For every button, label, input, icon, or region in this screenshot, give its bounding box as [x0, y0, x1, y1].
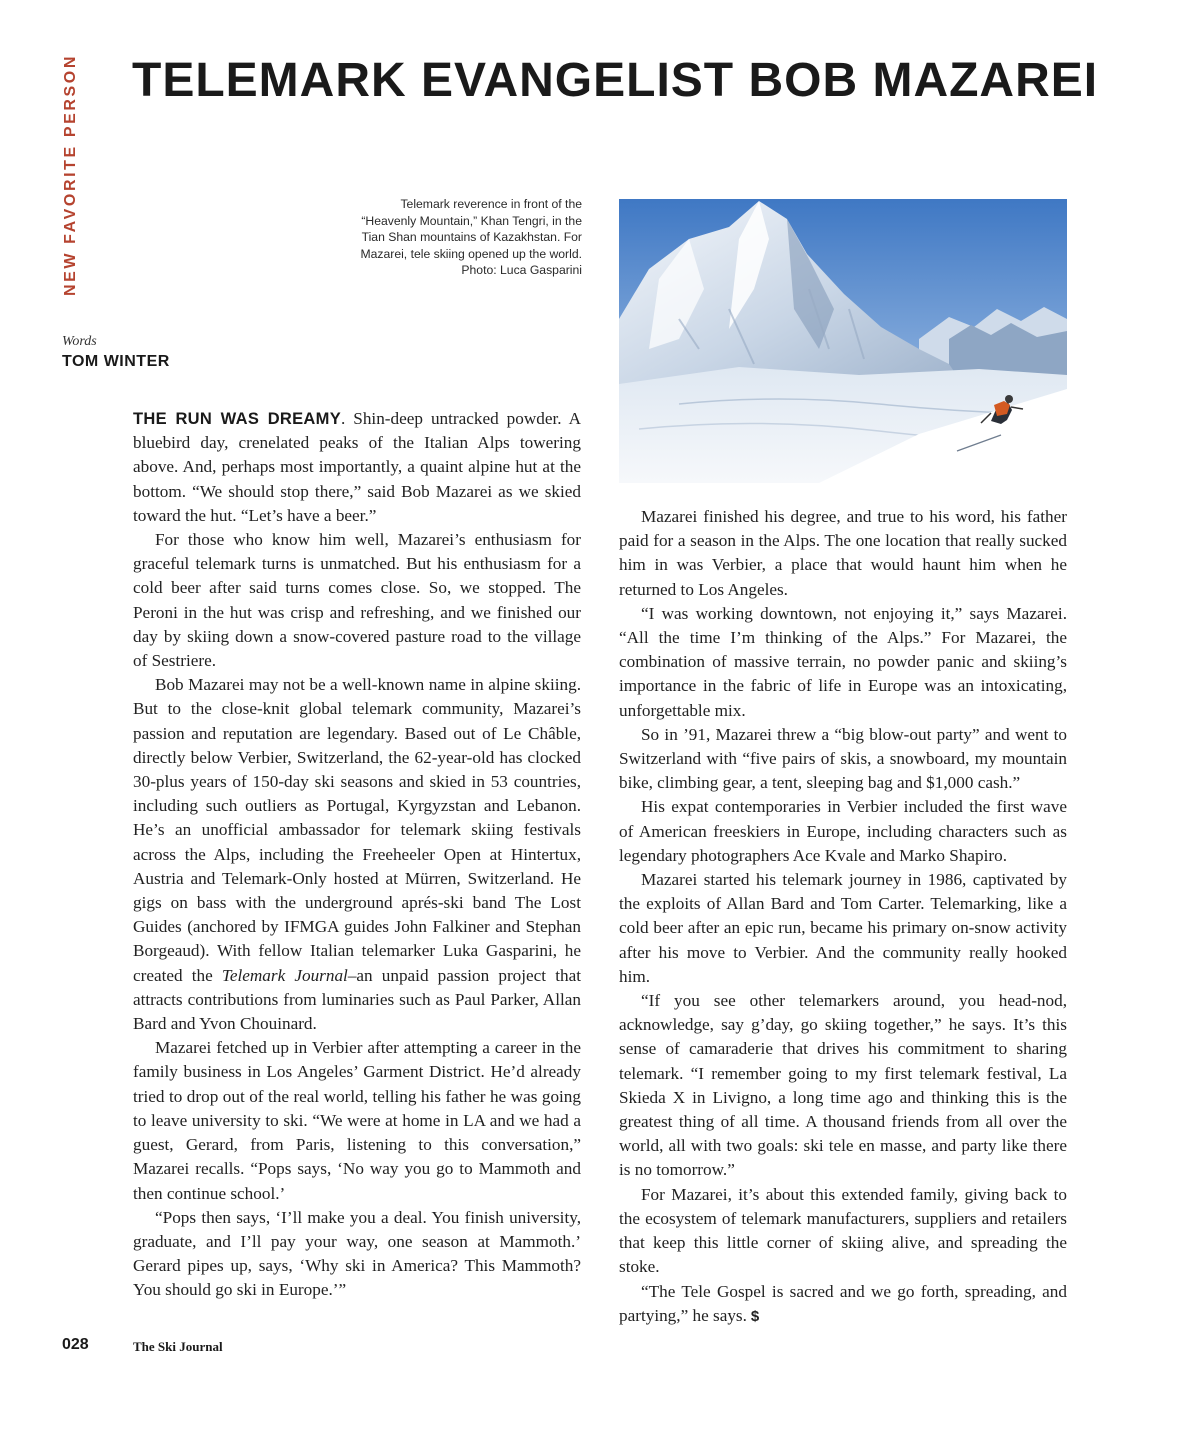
article-paragraph: Mazarei fetched up in Verbier after attempting a career in the family business in Los Angeles’ Garment District. He’d already tried to drop out of the real world, telling his father he was going to leave university to ski. “We were at home in LA and we had a guest, Gerard, from Paris, listening to this conversation,” Mazarei recalls. “Pops says, ‘No way you go to Mammoth and then continue school.’: [133, 1038, 581, 1203]
article-paragraph: [133, 673, 581, 1036]
end-mark-icon: $: [750, 1307, 760, 1325]
byline: [62, 332, 170, 372]
headline: TELEMARK EVANGELIST BOB MAZAREI: [132, 54, 1099, 107]
publication-name: The Ski Journal: [133, 1339, 223, 1354]
section-label-text: NEW FAVORITE PERSON: [62, 53, 79, 296]
mountain-skier-icon: [619, 199, 1067, 483]
article-paragraph: Mazarei finished his degree, and true to his word, his father paid for a season in the Alps. The one location that really sucked him in was Verbier, a place that would haunt him when he returned to Los Angeles.: [619, 507, 1067, 599]
byline-label: Words: [62, 334, 97, 349]
article-paragraph: For Mazarei, it’s about this extended family, giving back to the ecosystem of telemark manufacturers, suppliers and retailers that keep this little corner of skiing alive, and spreading the stoke.: [619, 1184, 1067, 1277]
lead-text: . Shin-deep untracked powder. A bluebird day, crenelated peaks of the Italian Alps towering above. And, perhaps most importantly, a quaint alpine hut at the bottom. “We should stop there,” said Bob Mazarei as we skied toward the hut. “Let’s have a beer.”: [133, 409, 581, 525]
article-paragraph: Mazarei started his telemark journey in 1986, captivated by the exploits of Allan Bard and Tom Carter. Telemarking, like a cold beer after an epic run, became his primary on-snow activity after his move to Verbier. And the community really hooked him.: [619, 870, 1067, 986]
journal-title: Telemark Journal: [221, 965, 348, 985]
paragraph-text: –an unpaid passion project that attracts contributions from luminaries such as Paul Parker, Allan Bard and Yvon Chouinard.: [133, 965, 581, 1034]
article-paragraph: “I was working downtown, not enjoying it,” says Mazarei. “All the time I’m thinking of the Alps.” For Mazarei, the combination of massive terrain, no powder panic and skiing’s importance in the fabric of life in Europe was an intoxicating, unforgettable mix.: [619, 603, 1067, 720]
article-paragraph: “Pops then says, ‘I’ll make you a deal. You finish university, graduate, and I’ll pay your way, one season at Mammoth.’ Gerard pipes up, says, ‘Why ski in America? This Mammoth? You should go ski in Europe.’”: [133, 1207, 581, 1300]
mountain-skier-photo: [619, 199, 1067, 483]
section-label: [56, 53, 84, 300]
article-paragraph: So in ’91, Mazarei threw a “big blow-out party” and went to Switzerland with “five pairs of skis, a snowboard, my mountain bike, climbing gear, a tent, sleeping bag and $1,000 cash.”: [619, 724, 1067, 793]
article-column-right: [619, 505, 1067, 1329]
article-paragraph: “If you see other telemarkers around, you head-nod, acknowledge, say g’day, go skiing together,” he says. It’s this sense of camaraderie that drives his commitment to sharing telemark. “I remember going to my first telemark festival, La Skieda X in Livigno, a long time ago and thinking this is the greatest thing of all time. A thousand friends from all over the world, all with two goals: ski tele en masse, and party like there is no tomorrow.”: [619, 991, 1067, 1180]
page-number: 028: [62, 1336, 89, 1353]
paragraph-text: Bob Mazarei may not be a well-known name in alpine skiing. But to the close-knit global telemark community, Mazarei’s passion and reputation are legendary. Based out of Le Châble, directly below Verbier, Switzerland, the 62-year-old has clocked 30-plus years of 150-day ski seasons and skied in 53 countries, including such outliers as Portugal, Kyrgyzstan and Lebanon. He’s an unofficial ambassador for telemark skiing festivals across the Alps, including the Freeheeler Open at Hintertux, Austria and Telemark-Only hosted at Mürren, Switzerland. He gigs on bass with the underground aprés-ski band The Lost Guides (anchored by IFMGA guides John Falkiner and Stephan Borgeaud). With fellow Italian telemarker Luka Gasparini, he created the: [133, 675, 581, 985]
lead-in: THE RUN WAS DREAMY: [133, 410, 342, 428]
byline-author: TOM WINTER: [62, 353, 170, 370]
article-column-left: [133, 407, 581, 1303]
article-paragraph: [619, 1280, 1067, 1329]
paragraph-text: “The Tele Gospel is sacred and we go forth, spreading, and partying,” he says.: [619, 1281, 1067, 1325]
article-paragraph: His expat contemporaries in Verbier included the first wave of American freeskiers in Europe, including characters such as legendary photographers Ace Kvale and Marko Shapiro.: [619, 797, 1067, 865]
article-paragraph: For those who know him well, Mazarei’s enthusiasm for graceful telemark turns is unmatched. But his enthusiasm for a cold beer after said turns comes close. So, we stopped. The Peroni in the hut was crisp and refreshing, and we finished our day by skiing down a snow-covered pasture road to the village of Sestriere.: [133, 530, 581, 671]
article-paragraph: [133, 407, 581, 528]
photo-caption: Telemark reverence in front of the “Heavenly Mountain,” Khan Tengri, in the Tian Shan mountains of Kazakhstan. For Mazarei, tele skiing opened up the world. Photo: Luca Gasparini: [360, 197, 582, 278]
